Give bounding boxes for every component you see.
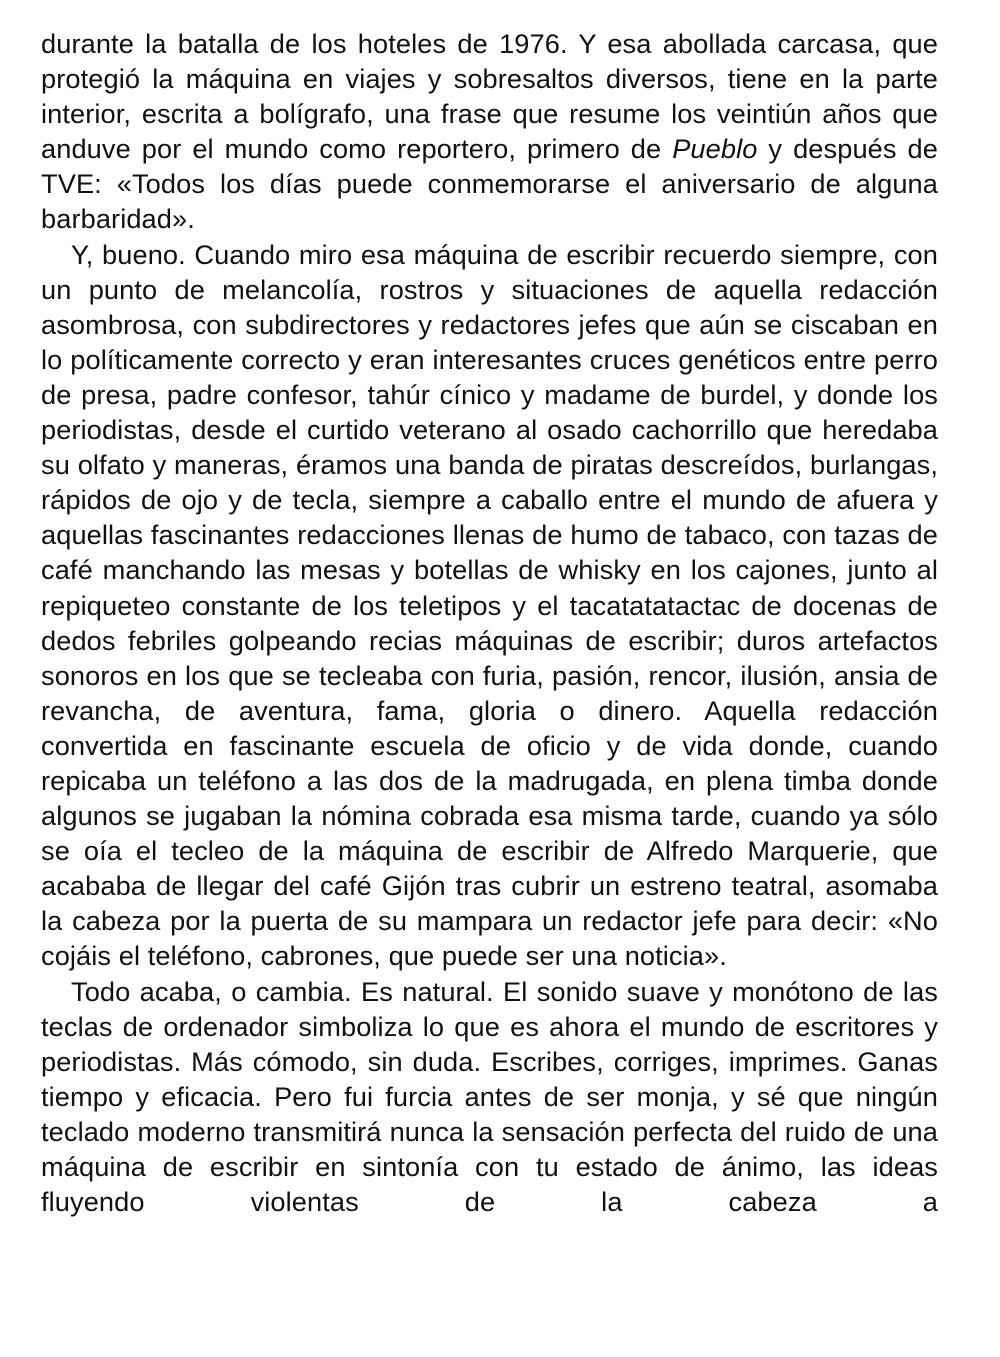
paragraph-2: Y, bueno. Cuando miro esa máquina de escribir recuerdo siempre, con un punto de melancolía, rostros y situaciones de aquella redacción asombrosa, con subdirectores y redactores jefes que aún se ciscaban en lo políticamente correcto y eran interesantes cruces genéticos entre perro de presa, padre confesor, tahúr cínico y madame de burdel, y donde los periodistas, desde el curtido veterano al osado cachorrillo que heredaba su olfato y maneras, éramos una banda de piratas descreídos, burlangas, rápidos de ojo y de tecla, siempre a caballo entre el mundo de afuera y aquellas fascinantes redacciones llenas de humo de tabaco, con tazas de café manchando las mesas y botellas de whisky en los cajones, junto al repiqueteo constante de los teletipos y el tacatatatactac de docenas de dedos febriles golpeando recias máquinas de escribir; duros artefactos sonoros en los que se tecleaba con furia, pasión, rencor, ilusión, ansia de revancha, de aventura, fama, gloria o dinero. Aquella redacción convertida en fascinante escuela de oficio y de vida donde, cuando repicaba un teléfono a las dos de la madrugada, en plena timba donde algunos se jugaban la nómina cobrada esa misma tarde, cuando ya sólo se oía el tecleo de la máquina de escribir de Alfredo Marquerie, que acababa de llegar del café Gijón tras cubrir un estreno teatral, asomaba la cabeza por la puerta de su mampara un redactor jefe para decir: «No cojáis el teléfono, cabrones, que puede ser una noticia». (41, 238, 938, 972)
paragraph-3: Todo acaba, o cambia. Es natural. El sonido suave y monótono de las teclas de ordenador simboliza lo que es ahora el mundo de escritores y periodistas. Más cómodo, sin duda. Escribes, corriges, imprimes. Ganas tiempo y eficacia. Pero fui furcia antes de ser monja, y sé que ningún teclado moderno transmitirá nunca la sensación perfecta del ruido de una máquina de escribir en sintonía con tu estado de ánimo, las ideas fluyendo violentas de la cabeza a (41, 975, 938, 1218)
paragraph-1-text-a: durante la batalla de los hoteles de 1976. Y esa abollada carcasa, que protegió la máquina en viajes y sobresaltos diversos, tiene en la parte interior, escrita a bolígrafo, una frase que resume los veintiún años que anduve por el mundo como reportero, primero de (41, 28, 938, 165)
paragraph-1-text-b: y después de TVE: «Todos los días puede conmemorarse el aniversario de alguna barbaridad». (41, 133, 938, 235)
publication-title-pueblo: Pueblo (672, 133, 758, 165)
document-page (41, 26, 938, 1219)
paragraph-1 (41, 26, 938, 237)
